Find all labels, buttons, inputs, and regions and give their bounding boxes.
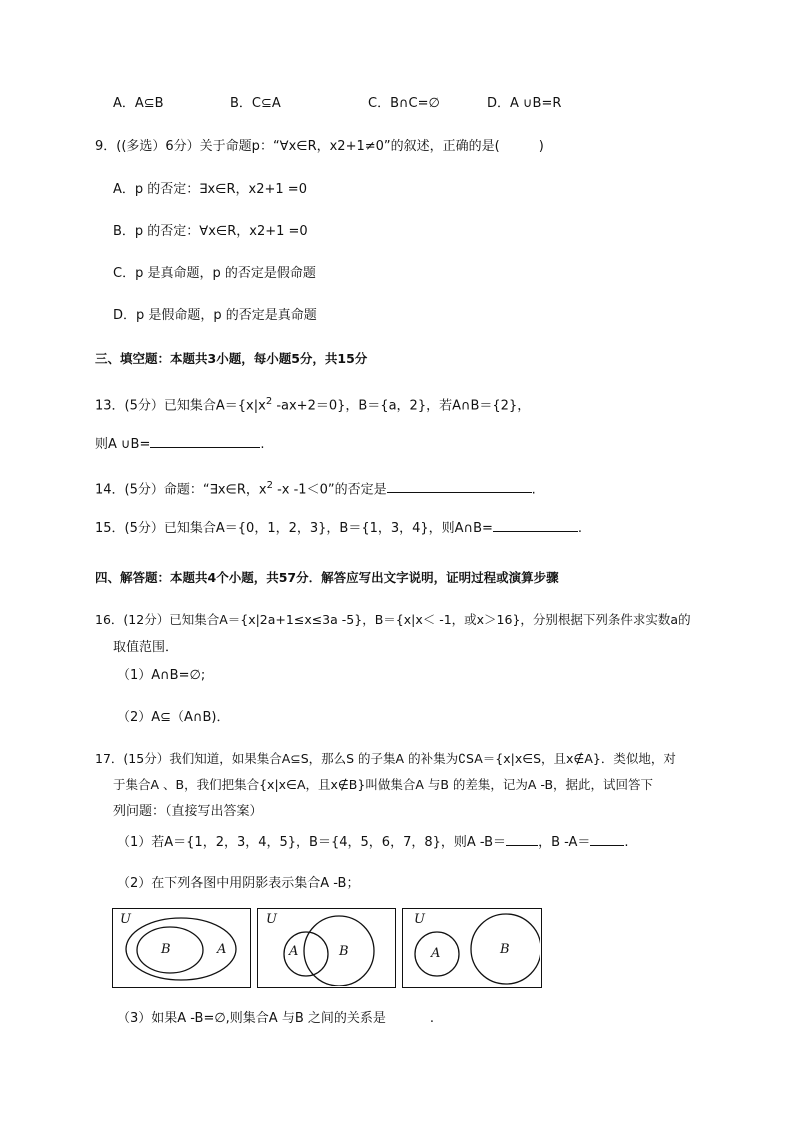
venn2-label-a: A <box>289 944 299 959</box>
q17-line2: 于集合A 、B，我们把集合{x|x∈A，且x∉B}叫做集合A 与B 的差集，记为A -B，据此，试回答下 <box>113 777 654 792</box>
q15-answer-blank[interactable] <box>493 519 578 532</box>
venn-diagram-2-shapes <box>258 909 394 986</box>
venn3-label-b: B <box>500 942 510 957</box>
q14-text-b: -x -1＜0”的否定是 <box>272 482 387 498</box>
q17-blank-b-minus-a[interactable] <box>590 833 624 846</box>
q14-line <box>95 477 536 499</box>
q8-option-d: D．A ∪B=R <box>487 96 562 111</box>
section-3-heading: 三、填空题：本题共3小题，每小题5分，共15分 <box>95 351 368 366</box>
q17-sub3-text: （3）如果A -B=∅,则集合A 与B 之间的关系是 <box>117 1011 386 1026</box>
venn2-label-b: B <box>339 944 349 959</box>
q17-sub1-mid: ，B -A＝ <box>538 835 591 850</box>
q17-sub1 <box>117 833 629 852</box>
venn2-universe-label: U <box>266 912 277 927</box>
q17-sub3-end: . <box>429 1011 435 1026</box>
q17-line3: 列问题：（直接写出答案） <box>113 804 263 819</box>
q16-sub2: （2）A⊆（A∩B)． <box>117 710 230 725</box>
q8-option-c: C．B∩C=∅ <box>368 96 440 111</box>
q13-line1 <box>95 393 530 415</box>
q16-line2: 取值范围． <box>113 640 179 655</box>
section-4-heading: 四、解答题：本题共4个小题，共57分．解答应写出文字说明，证明过程或演算步骤 <box>95 570 559 585</box>
venn1-label-b: B <box>161 942 171 957</box>
q14-end: . <box>531 482 536 498</box>
q8-option-b: B．C⊆A <box>230 96 281 111</box>
venn-diagram-3 <box>402 908 542 988</box>
q14-answer-blank[interactable] <box>387 480 532 493</box>
q17-sub3 <box>117 1010 434 1028</box>
q9-option-c: C．p 是真命题，p 的否定是假命题 <box>113 266 316 281</box>
q9-option-d: D．p 是假命题，p 的否定是真命题 <box>113 308 317 323</box>
q14-superscript: 2 <box>266 480 273 491</box>
q14-text-a: 14．(5分）命题：“∃x∈R，x <box>95 482 267 498</box>
q17-sub1-end: . <box>624 835 629 850</box>
q16-line1: 16．(12分）已知集合A＝{x|2a+1≤x≤3a -5}，B＝{x|x＜ -1，或x＞16}，分别根据下列条件求实数a的 <box>95 612 691 627</box>
venn-diagram-1 <box>112 908 251 988</box>
q13-end: . <box>260 437 265 452</box>
venn1-universe-label: U <box>120 912 131 927</box>
q17-line1: 17．(15分）我们知道，如果集合A⊆S，那么S 的子集A 的补集为∁SA＝{x|x∈S，且x∉A}．类似地，对 <box>95 751 676 766</box>
q8-option-a: A．A⊆B <box>113 96 164 111</box>
q13-superscript: 2 <box>265 396 273 407</box>
q13-text-b: -ax+2＝0}，B＝{a，2}，若A∩B＝{2}， <box>272 398 531 414</box>
q15-line <box>95 519 582 538</box>
q9-option-b: B．p 的否定：∀x∈R，x2+1 =0 <box>113 224 308 239</box>
venn-diagram-1-shapes <box>113 909 249 986</box>
q13-line2 <box>95 435 265 454</box>
q16-sub1: （1）A∩B=∅; <box>117 668 206 683</box>
q15-end: . <box>577 521 583 536</box>
q17-sub1-text: （1）若A＝{1，2，3，4，5}，B＝{4，5，6，7，8}，则A -B＝ <box>117 835 507 850</box>
q13-answer-prefix: 则A ∪B= <box>95 437 151 452</box>
venn3-universe-label: U <box>414 912 425 927</box>
q9-stem: 9．((多选）6分）关于命题p：“∀x∈R，x2+1≠0”的叙述，正确的是( ) <box>95 139 544 154</box>
q17-blank-a-minus-b[interactable] <box>506 833 538 846</box>
venn-diagram-2 <box>257 908 396 988</box>
venn1-label-a: A <box>217 942 227 957</box>
q9-option-a: A．p 的否定：∃x∈R，x2+1 =0 <box>113 182 307 197</box>
venn3-label-a: A <box>431 946 441 961</box>
q13-answer-blank[interactable] <box>150 435 260 448</box>
q15-text: 15．(5分）已知集合A＝{0，1，2，3}，B＝{1，3，4}，则A∩B= <box>95 521 493 536</box>
q17-sub2: （2）在下列各图中用阴影表示集合A -B； <box>117 876 360 891</box>
q13-text-a: 13．(5分）已知集合A＝{x|x <box>95 398 266 414</box>
